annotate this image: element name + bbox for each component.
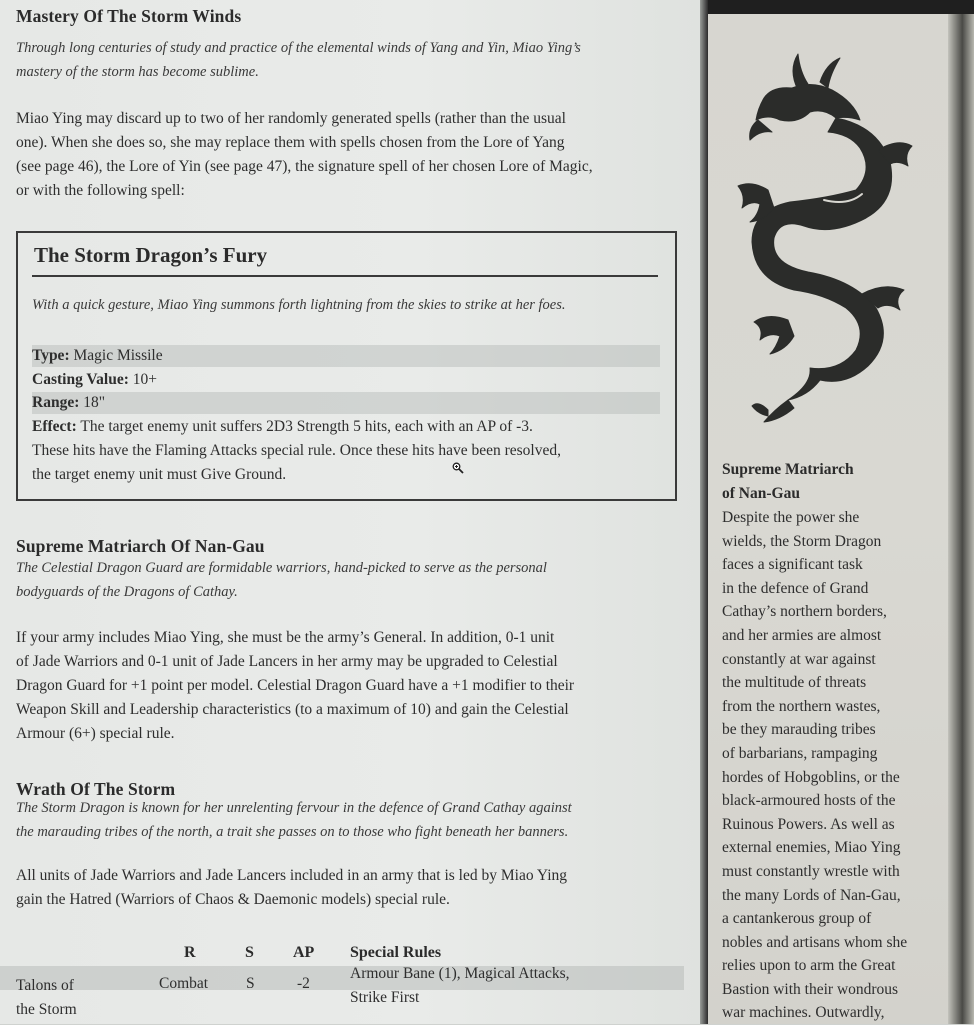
spell-title: The Storm Dragon’s Fury	[34, 243, 268, 267]
header-ap: AP	[293, 944, 315, 961]
book-edge	[948, 0, 974, 1024]
mastery-body: Miao Ying may discard up to two of her randomly generated spells (rather than the usual one). When she does so, she may replace them with spells chosen from the Lore of Yang (see page 46), the Lore of Yin (see page 47), the signature spell of her chosen Lore of Magic, or with the following spell:	[16, 110, 593, 199]
section-title-mastery: Mastery Of The Storm Winds	[16, 6, 242, 26]
header-s: S	[245, 944, 254, 961]
sidebar-title: Supreme Matriarch of Nan-Gau	[722, 461, 854, 502]
spell-box	[16, 231, 677, 501]
section-title-matriarch: Supreme Matriarch Of Nan-Gau	[16, 536, 265, 556]
spell-range-row: Range: 18"	[32, 392, 660, 414]
wrath-flavor: The Storm Dragon is known for her unrelenting fervour in the defence of Grand Cathay against the marauding tribes of the north, a trait she passes on to those who fight beneath her banners.	[16, 800, 572, 840]
spell-casting-row: Casting Value: 10+	[32, 371, 158, 388]
header-r: R	[184, 944, 196, 961]
weapon-range: Combat	[159, 975, 209, 992]
spell-effect: Effect: The target enemy unit suffers 2D3 Strength 5 hits, each with an AP of -3. These hits have the Flaming Attacks special rule. Once these hits have been resolved, the target enemy unit must Give Ground.	[32, 418, 561, 483]
weapon-profile-table	[0, 942, 700, 1024]
page-gutter	[700, 0, 708, 1024]
weapon-name: Talons of the Storm	[16, 977, 77, 1018]
mastery-flavor: Through long centuries of study and practice of the elemental winds of Yang and Yin, Miao Ying’s mastery of the storm has become sublime.	[16, 40, 581, 80]
table-row-band	[0, 966, 684, 990]
weapon-special-rules: Armour Bane (1), Magical Attacks, Strike First	[350, 965, 570, 1006]
matriarch-flavor: The Celestial Dragon Guard are formidable warriors, hand-picked to serve as the personal bodyguards of the Dragons of Cathay.	[16, 560, 547, 600]
book-edge-top	[708, 0, 974, 14]
magnifier-cursor-icon	[452, 462, 464, 474]
weapon-strength: S	[246, 975, 255, 992]
matriarch-body: If your army includes Miao Ying, she must be the army’s General. In addition, 0-1 unit of Jade Warriors and 0-1 unit of Jade Lancers in her army may be upgraded to Celestial Dragon Guard for +1 point per model. Celestial Dragon Guard have a +1 modifier to their Weapon Skill and Leadership characteristics (to a maximum of 10) and gain the Celestial Armour (6+) special rule.	[16, 629, 575, 742]
dragon-illustration	[728, 50, 928, 430]
sidebar-body: Despite the power she wields, the Storm Dragon faces a significant task in the defence of Grand Cathay’s northern borders, and her armies are almost constantly at war against the multitude of threats from the northern wastes, be they marauding tribes of barbarians, rampaging hordes of Hobgoblins, or the black-armoured hosts of the Ruinous Powers. As well as external enemies, Miao Ying must constantly wrestle with the many Lords of Nan-Gau, a cantankerous group of nobles and artisans whom she relies upon to arm the Great Bastion with their wondrous war machines. Outwardly,	[722, 509, 908, 1022]
spell-description: With a quick gesture, Miao Ying summons forth lightning from the skies to strike at her foes.	[32, 297, 566, 313]
weapon-ap: -2	[297, 975, 310, 992]
wrath-body: All units of Jade Warriors and Jade Lancers included in an army that is led by Miao Ying gain the Hatred (Warriors of Chaos & Daemonic models) special rule.	[16, 867, 568, 908]
spell-title-rule	[32, 275, 658, 277]
header-special-rules: Special Rules	[350, 944, 442, 961]
section-title-wrath: Wrath Of The Storm	[16, 779, 176, 799]
spell-type-row: Type: Magic Missile	[32, 345, 660, 367]
